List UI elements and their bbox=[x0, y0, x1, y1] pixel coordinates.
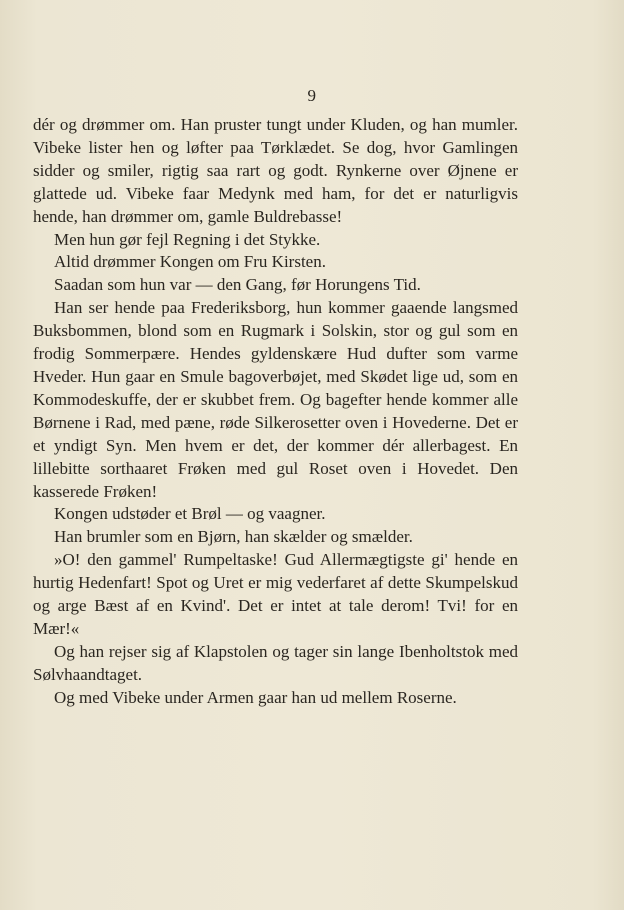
paragraph-5: Han ser hende paa Frederiksborg, hun kommer gaaende langsmed Buksbommen, blond som en Rugmark i Solskin, stor og gul som en frodig Sommerpære. Hendes gyldenskære Hud dufter som varme Hveder. Hun gaar en Smule bagoverbøjet, med Skødet lige ud, som en Kommodeskuffe, der er skubbet frem. Og bagefter hende kommer alle Børnene i Rad, med pæne, røde Silkerosetter oven i Hovederne. Det er et yndigt Syn. Men hvem er det, der kommer dér allerbagest. En lillebitte sorthaaret Frøken med gul Roset oven i Hovedet. Den kasserede Frøken! bbox=[33, 298, 518, 501]
page-number: 9 bbox=[307, 86, 317, 105]
paragraph-4: Saadan som hun var — den Gang, før Horungens Tid. bbox=[54, 275, 421, 295]
paragraph-6: Kongen udstøder et Brøl — og vaagner. bbox=[54, 504, 326, 524]
body-text bbox=[33, 114, 518, 710]
paragraph-10: Og med Vibeke under Armen gaar han ud mellem Roserne. bbox=[54, 687, 457, 707]
paragraph-1: dér og drømmer om. Han pruster tungt under Kluden, og han mumler. Vibeke lister hen og løfter paa Tørklædet. Se dog, hvor Gamlingen sidder og smiler, rigtig saa rart og godt. Rynkerne over Øjnene er glattede ud. Vibeke faar Medynk med ham, for det er naturligvis hende, han drømmer om, gamle Buldrebasse! bbox=[33, 115, 518, 226]
paragraph-8: »O! den gammel' Rumpeltaske! Gud Allermægtigste gi' hende en hurtig Hedenfart! Spot og Uret er mig vederfaret af dette Skumpelskud og arge Bæst af en Kvind'. Det er intet at tale derom! Tvi! for en Mær!« bbox=[33, 550, 518, 638]
paragraph-9: Og han rejser sig af Klapstolen og tager sin lange Ibenholtstok med Sølvhaandtaget. bbox=[33, 641, 518, 684]
paragraph-2: Men hun gør fejl Regning i det Stykke. bbox=[54, 229, 321, 249]
paragraph-3: Altid drømmer Kongen om Fru Kirsten. bbox=[54, 252, 326, 272]
paragraph-7: Han brumler som en Bjørn, han skælder og smælder. bbox=[54, 527, 413, 547]
